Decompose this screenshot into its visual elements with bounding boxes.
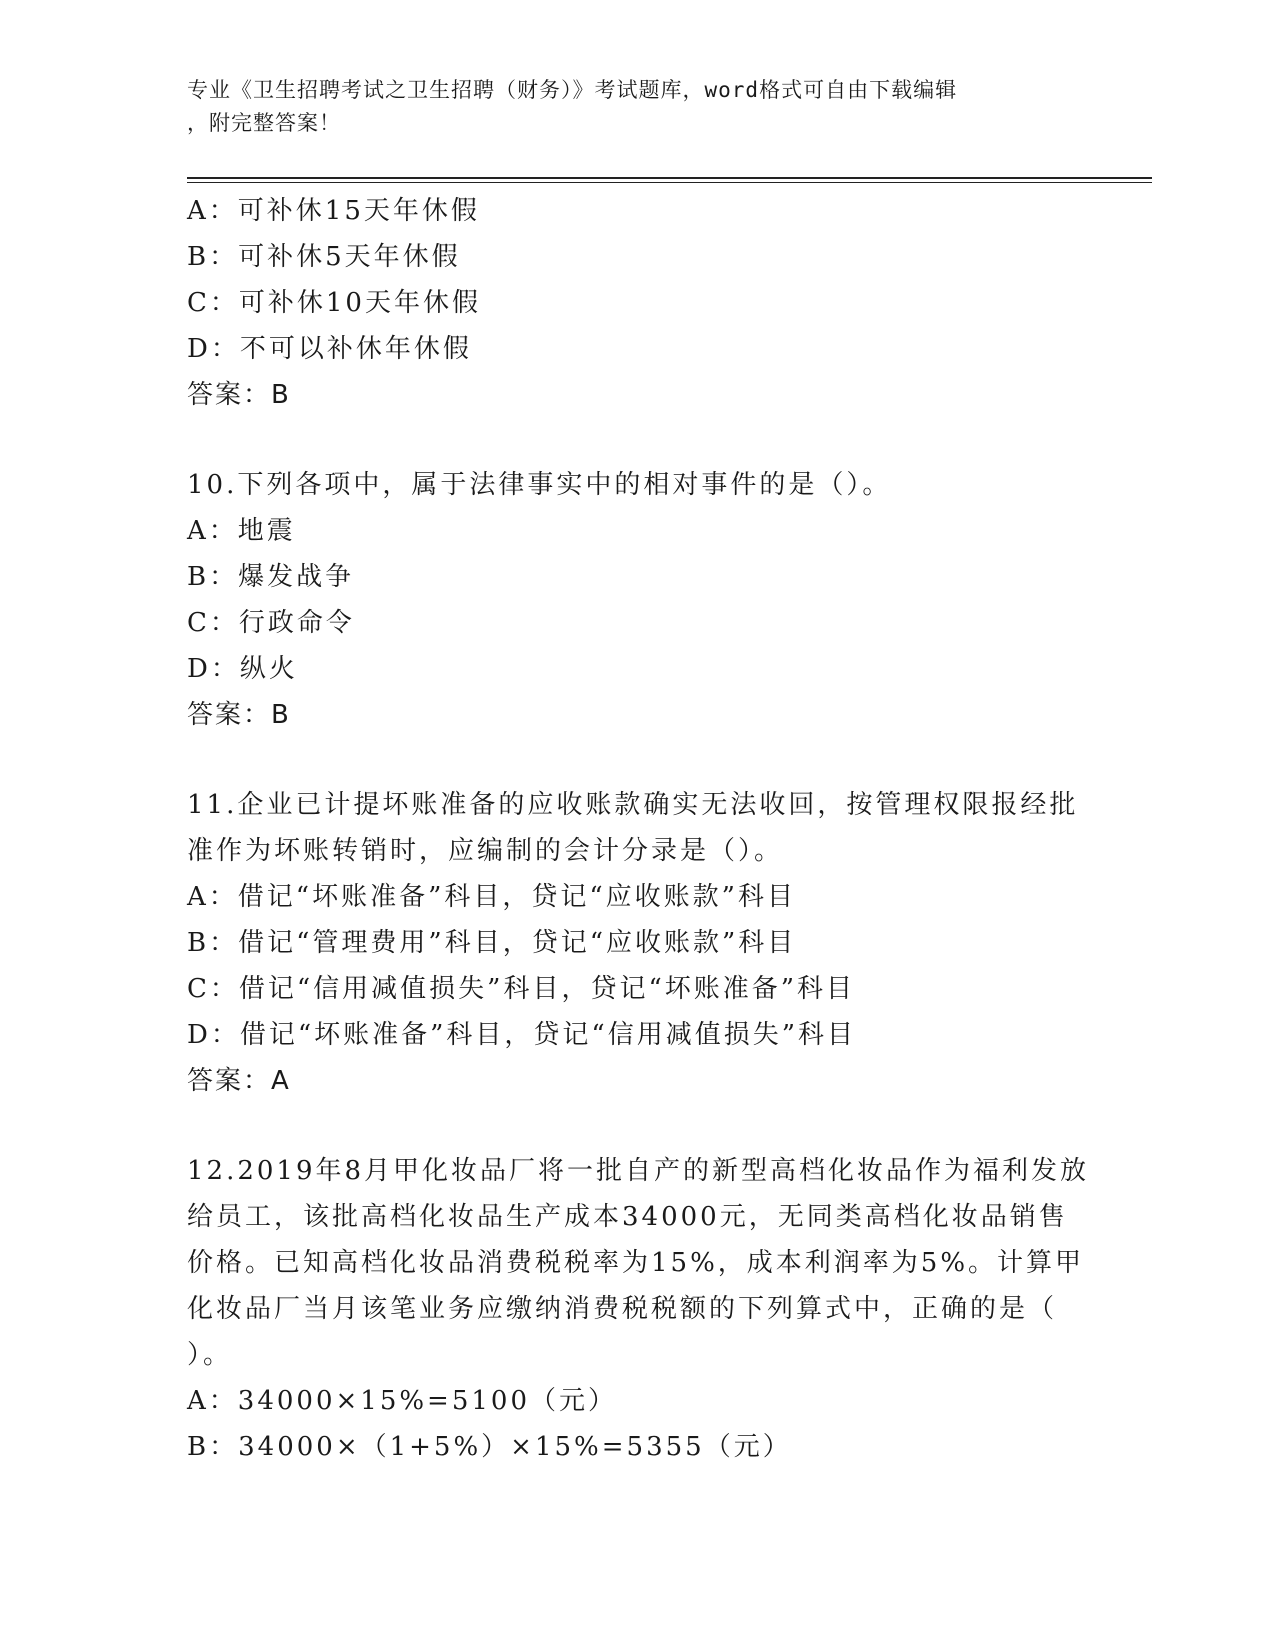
document-header	[187, 74, 1087, 140]
question-12-block	[187, 1148, 1090, 1470]
question-10-block	[187, 462, 1087, 738]
question-text-line-4: 化妆品厂当月该笔业务应缴纳消费税税额的下列算式中，正确的是（	[187, 1294, 1058, 1324]
option-b: B：可补休5天年休假	[187, 242, 461, 272]
answer-line: 答案：B	[187, 700, 291, 730]
answer-line: 答案：B	[187, 380, 291, 410]
document-body	[187, 188, 1090, 1470]
question-text-line-1: 12.2019年8月甲化妆品厂将一批自产的新型高档化妆品作为福利发放	[187, 1156, 1090, 1186]
option-d: D：纵火	[187, 654, 298, 684]
header-line-1: 专业《卫生招聘考试之卫生招聘（财务）》考试题库，word格式可自由下载编辑	[187, 78, 958, 102]
header-divider-thin	[187, 182, 1152, 183]
question-text-line-2: 给员工，该批高档化妆品生产成本34000元，无同类高档化妆品销售	[187, 1202, 1068, 1232]
question-text-line-3: 价格。已知高档化妆品消费税税率为15%，成本利润率为5%。计算甲	[187, 1248, 1085, 1278]
option-d: D：不可以补休年休假	[187, 334, 472, 364]
answer-line: 答案：A	[187, 1066, 291, 1096]
option-a: A：地震	[187, 516, 296, 546]
question-text-line-1: 11.企业已计提坏账准备的应收账款确实无法收回，按管理权限报经批	[187, 790, 1079, 820]
option-a: A：可补休15天年休假	[187, 196, 480, 226]
option-d: D：借记“坏账准备”科目，贷记“信用减值损失”科目	[187, 1020, 857, 1050]
option-b: B：借记“管理费用”科目，贷记“应收账款”科目	[187, 928, 797, 958]
option-a: A：34000×15%=5100（元）	[187, 1386, 618, 1416]
option-a: A：借记“坏账准备”科目，贷记“应收账款”科目	[187, 882, 796, 912]
question-11-block	[187, 782, 1087, 1104]
option-b: B：爆发战争	[187, 562, 355, 592]
question-text-line-5: ）。	[187, 1340, 233, 1370]
option-c: C：借记“信用减值损失”科目，贷记“坏账准备”科目	[187, 974, 856, 1004]
option-c: C：行政命令	[187, 608, 355, 638]
option-c: C：可补休10天年休假	[187, 288, 481, 318]
question-text: 10.下列各项中，属于法律事实中的相对事件的是（）。	[187, 470, 892, 500]
question-9-block	[187, 188, 1087, 418]
question-text-line-2: 准作为坏账转销时，应编制的会计分录是（）。	[187, 836, 784, 866]
option-b: B：34000×（1+5%）×15%=5355（元）	[187, 1432, 792, 1462]
header-line-2: ，附完整答案！	[187, 111, 341, 135]
header-divider-thick	[187, 177, 1152, 179]
